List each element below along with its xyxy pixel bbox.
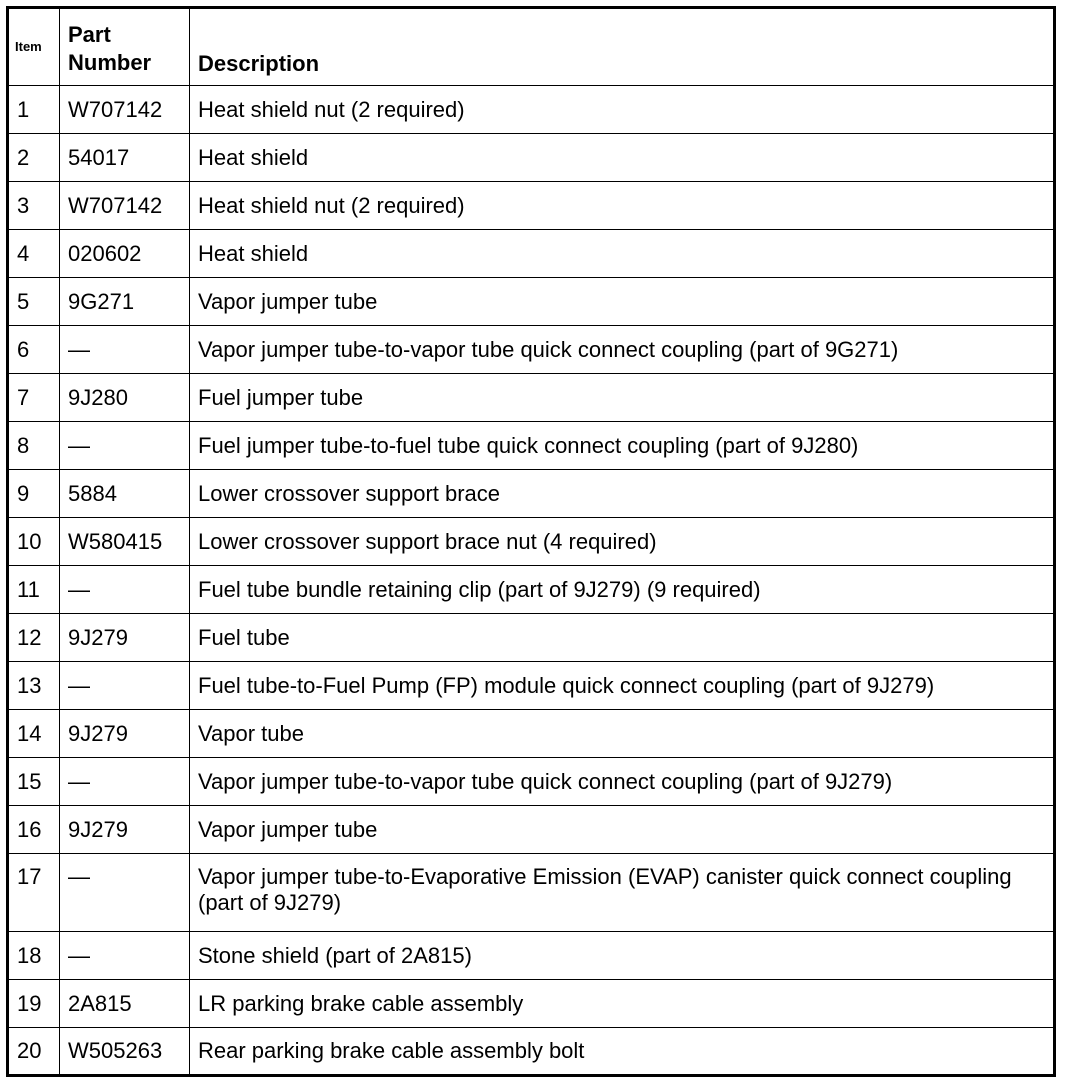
cell-part-number: — bbox=[60, 854, 190, 932]
cell-part-number: W580415 bbox=[60, 518, 190, 566]
cell-description: Fuel tube bbox=[190, 614, 1055, 662]
cell-part-number: 9J280 bbox=[60, 374, 190, 422]
cell-description: Vapor jumper tube-to-vapor tube quick connect coupling (part of 9G271) bbox=[190, 326, 1055, 374]
table-row bbox=[8, 662, 1055, 710]
cell-part-number: 9G271 bbox=[60, 278, 190, 326]
cell-part-number: 9J279 bbox=[60, 710, 190, 758]
table-row bbox=[8, 614, 1055, 662]
cell-description: Fuel jumper tube bbox=[190, 374, 1055, 422]
table-header bbox=[8, 8, 1055, 86]
cell-description: Vapor tube bbox=[190, 710, 1055, 758]
table-row bbox=[8, 326, 1055, 374]
cell-part-number: — bbox=[60, 326, 190, 374]
table-row bbox=[8, 932, 1055, 980]
cell-item: 20 bbox=[8, 1028, 60, 1076]
header-part-number-line2: Number bbox=[68, 50, 152, 75]
cell-part-number: — bbox=[60, 422, 190, 470]
cell-part-number: 54017 bbox=[60, 134, 190, 182]
table-row bbox=[8, 86, 1055, 134]
table-row bbox=[8, 134, 1055, 182]
table-body bbox=[8, 86, 1055, 1076]
cell-part-number: — bbox=[60, 662, 190, 710]
table-row bbox=[8, 980, 1055, 1028]
table-row bbox=[8, 806, 1055, 854]
cell-item: 16 bbox=[8, 806, 60, 854]
cell-description: Stone shield (part of 2A815) bbox=[190, 932, 1055, 980]
table-row bbox=[8, 230, 1055, 278]
cell-description: Fuel tube-to-Fuel Pump (FP) module quick connect coupling (part of 9J279) bbox=[190, 662, 1055, 710]
table-row bbox=[8, 470, 1055, 518]
table-row bbox=[8, 854, 1055, 932]
cell-description: Vapor jumper tube bbox=[190, 806, 1055, 854]
cell-description: Heat shield nut (2 required) bbox=[190, 86, 1055, 134]
cell-item: 6 bbox=[8, 326, 60, 374]
cell-description: LR parking brake cable assembly bbox=[190, 980, 1055, 1028]
cell-description: Fuel jumper tube-to-fuel tube quick connect coupling (part of 9J280) bbox=[190, 422, 1055, 470]
table-row bbox=[8, 1028, 1055, 1076]
header-description: Description bbox=[190, 8, 1055, 86]
cell-part-number: — bbox=[60, 758, 190, 806]
cell-part-number: — bbox=[60, 566, 190, 614]
cell-part-number: W707142 bbox=[60, 86, 190, 134]
table-row bbox=[8, 278, 1055, 326]
cell-item: 4 bbox=[8, 230, 60, 278]
cell-item: 8 bbox=[8, 422, 60, 470]
cell-description: Vapor jumper tube bbox=[190, 278, 1055, 326]
cell-part-number: W505263 bbox=[60, 1028, 190, 1076]
header-part-number-line1: Part bbox=[68, 22, 111, 47]
cell-description: Lower crossover support brace nut (4 required) bbox=[190, 518, 1055, 566]
cell-item: 5 bbox=[8, 278, 60, 326]
cell-item: 9 bbox=[8, 470, 60, 518]
table-row bbox=[8, 710, 1055, 758]
header-part-number bbox=[60, 8, 190, 86]
cell-item: 17 bbox=[8, 854, 60, 932]
cell-part-number: W707142 bbox=[60, 182, 190, 230]
cell-item: 1 bbox=[8, 86, 60, 134]
cell-part-number: 020602 bbox=[60, 230, 190, 278]
cell-part-number: 2A815 bbox=[60, 980, 190, 1028]
cell-item: 13 bbox=[8, 662, 60, 710]
cell-description: Heat shield bbox=[190, 134, 1055, 182]
cell-description: Heat shield nut (2 required) bbox=[190, 182, 1055, 230]
cell-description: Rear parking brake cable assembly bolt bbox=[190, 1028, 1055, 1076]
header-row bbox=[8, 8, 1055, 86]
cell-item: 11 bbox=[8, 566, 60, 614]
table-row bbox=[8, 518, 1055, 566]
table-row bbox=[8, 374, 1055, 422]
cell-item: 14 bbox=[8, 710, 60, 758]
header-item: Item bbox=[8, 8, 60, 86]
cell-item: 18 bbox=[8, 932, 60, 980]
cell-part-number: — bbox=[60, 932, 190, 980]
cell-item: 3 bbox=[8, 182, 60, 230]
table-row bbox=[8, 422, 1055, 470]
parts-table bbox=[6, 6, 1056, 1077]
cell-description: Lower crossover support brace bbox=[190, 470, 1055, 518]
table-row bbox=[8, 566, 1055, 614]
cell-description: Heat shield bbox=[190, 230, 1055, 278]
table-row bbox=[8, 758, 1055, 806]
cell-item: 7 bbox=[8, 374, 60, 422]
cell-part-number: 5884 bbox=[60, 470, 190, 518]
cell-item: 2 bbox=[8, 134, 60, 182]
cell-item: 15 bbox=[8, 758, 60, 806]
cell-description: Vapor jumper tube-to-vapor tube quick connect coupling (part of 9J279) bbox=[190, 758, 1055, 806]
cell-item: 10 bbox=[8, 518, 60, 566]
cell-part-number: 9J279 bbox=[60, 614, 190, 662]
cell-description: Fuel tube bundle retaining clip (part of 9J279) (9 required) bbox=[190, 566, 1055, 614]
cell-part-number: 9J279 bbox=[60, 806, 190, 854]
cell-item: 12 bbox=[8, 614, 60, 662]
cell-item: 19 bbox=[8, 980, 60, 1028]
table-row bbox=[8, 182, 1055, 230]
cell-description: Vapor jumper tube-to-Evaporative Emission (EVAP) canister quick connect coupling (part of 9J279) bbox=[190, 854, 1055, 932]
